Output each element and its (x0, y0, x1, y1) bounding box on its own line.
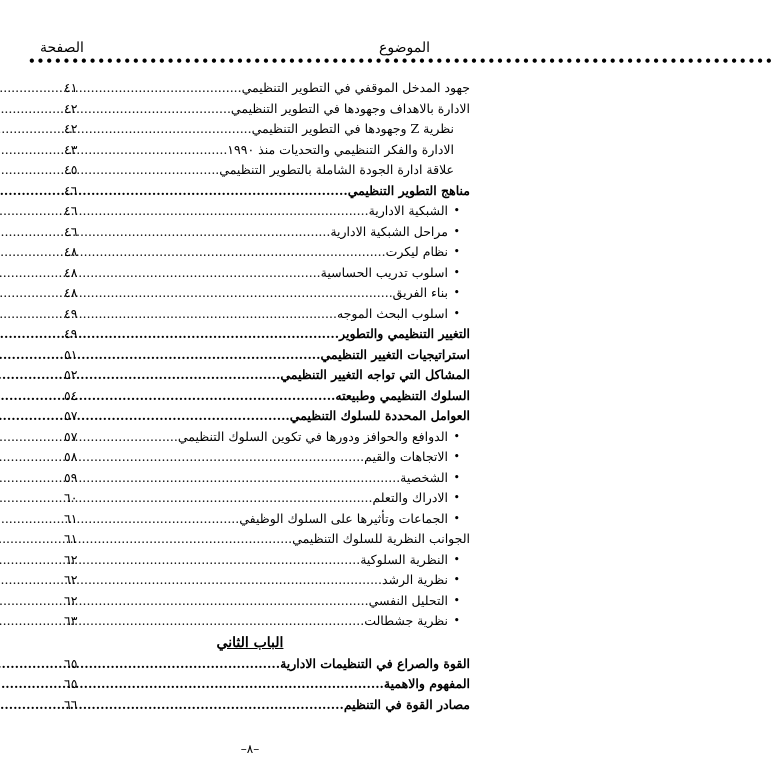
toc-entry-text: نظرية جشطالت (364, 613, 448, 628)
toc-entry-page: ٥٨ (64, 449, 78, 464)
toc-entry (0, 488, 500, 509)
toc-entry-title (110, 591, 448, 612)
leader-dots (0, 183, 348, 198)
leader-dots (0, 326, 339, 341)
toc-entry-title (110, 468, 448, 489)
bullet-icon: • (453, 593, 460, 607)
toc-entry-title (110, 488, 448, 509)
leader-dots (0, 121, 252, 136)
toc-entry-page: ٦٢ (64, 572, 78, 587)
toc-entry-title (110, 611, 448, 632)
toc-entry-title (110, 78, 470, 99)
section-heading (0, 632, 500, 654)
leader-dots (0, 306, 337, 321)
leader-dots (0, 449, 364, 464)
toc-entry-title (110, 160, 454, 181)
toc-entry-text: نظام ليكرت (385, 244, 448, 259)
toc-entry (0, 222, 500, 243)
leader-dots (0, 470, 400, 485)
bullet-icon: • (453, 614, 460, 627)
leader-dots (0, 593, 369, 608)
toc-entry (0, 447, 500, 468)
bullet-icon: • (453, 511, 460, 525)
toc-entry-page: ٤٥ (64, 162, 78, 177)
page-column-header: الصفحة (40, 40, 84, 56)
toc-entry (0, 99, 500, 120)
toc-entry-title (110, 550, 448, 571)
toc-entry (0, 201, 500, 222)
toc-entry-text: مراحل الشبكية الادارية (330, 223, 448, 239)
bullet-icon: • (453, 450, 460, 463)
toc-entry (0, 654, 500, 675)
toc-entry-page: ٦٠ (64, 490, 78, 505)
leader-dots (0, 511, 239, 526)
toc-entry-title (110, 529, 470, 550)
toc-entry-title (110, 674, 470, 695)
toc-entry (0, 674, 500, 695)
toc-entry-text: نظرية Z وجهودها في التطوير التنظيمي (251, 121, 454, 136)
toc-entry-text: الشخصية (400, 469, 448, 485)
toc-entry-title (110, 570, 448, 591)
toc-entry-page: ٦٢ (64, 592, 78, 608)
leader-dots (0, 203, 369, 218)
toc-entry-title (110, 119, 454, 140)
toc-entry-page: ٤٨ (64, 285, 78, 300)
toc-entry-text: الجماعات وتأثيرها على السلوك الوظيفي (239, 510, 448, 526)
toc-entry-page: ٤٨ (64, 244, 78, 259)
toc-entry (0, 386, 500, 407)
toc-entry-text: الدوافع والحوافز ودورها في تكوين السلوك التنظيمي (177, 428, 448, 444)
toc-entry-title (110, 283, 448, 304)
toc-entry-title (110, 427, 448, 448)
bullet-icon: • (453, 306, 460, 320)
toc-entry (0, 365, 500, 386)
leader-dots (0, 388, 335, 403)
bullet-icon: • (453, 470, 460, 484)
toc-entry-title (110, 386, 470, 407)
toc-entry (0, 695, 500, 716)
toc-entry (0, 509, 500, 530)
toc-entry-text: الباب الثاني (216, 634, 284, 651)
toc-entry-page: ٤١ (64, 80, 78, 95)
toc-entry-text: الادارة بالاهداف وجهودها في التطوير التنظيمي (230, 100, 470, 116)
toc-entry (0, 529, 500, 550)
toc-entry-text: بناء الفريق (392, 285, 448, 300)
toc-entry (0, 570, 500, 591)
toc-entry-title (110, 181, 470, 202)
toc-entry-text: اسلوب البحث الموجه (336, 305, 448, 321)
header-divider: •••••••••••••••••••••••••••••••••••••••••••••••••••••••••••••••••••••••••••••••••••••• (28, 54, 774, 68)
toc-entry-page: ٥٩ (64, 469, 78, 485)
toc-entry-text: نظرية الرشد (382, 572, 448, 587)
toc-entry-text: المشاكل التي تواجه التغيير التنظيمي (280, 367, 470, 382)
toc-entry-title (110, 365, 470, 386)
bullet-icon: • (453, 265, 460, 279)
toc-entry-page: ٥٧ (64, 428, 78, 444)
leader-dots (0, 676, 384, 691)
toc-entry (0, 304, 500, 325)
leader-dots (0, 572, 382, 587)
toc-entry-title (110, 695, 470, 716)
toc-entry-text: الاتجاهات والقيم (364, 449, 448, 464)
toc-entry-page: ٤٦ (64, 203, 78, 218)
toc-entry-page: ٦١ (64, 510, 78, 526)
bullet-icon: • (453, 204, 460, 217)
toc-entry-page: ٤٨ (64, 264, 78, 280)
leader-dots (0, 490, 372, 505)
toc-entry (0, 242, 500, 263)
toc-entry-title (110, 140, 454, 161)
bullet-icon: • (453, 286, 460, 299)
toc-entry-text: مصادر القوة في التنظيم (343, 696, 470, 712)
toc-entry-title (110, 201, 448, 222)
bullet-icon: • (453, 573, 460, 586)
toc-entry-title (110, 654, 470, 675)
toc-entry (0, 591, 500, 612)
toc-entry (0, 324, 500, 345)
leader-dots (0, 80, 242, 95)
toc-entry-title (110, 509, 448, 530)
toc-entry-text: العوامل المحددة للسلوك التنظيمي (289, 408, 470, 423)
toc-entry (0, 119, 500, 140)
toc-entry (0, 263, 500, 284)
toc-list (0, 78, 500, 715)
toc-entry-page: ٦٦ (64, 696, 78, 712)
toc-entry-page: ٤٦ (64, 223, 78, 239)
leader-dots (0, 367, 280, 382)
bullet-icon: • (453, 245, 460, 258)
leader-dots (0, 613, 364, 628)
toc-entry-page: ٤٩ (64, 305, 78, 321)
leader-dots (0, 285, 393, 300)
toc-entry-page: ٥٢ (64, 367, 78, 382)
bullet-icon: • (453, 224, 460, 238)
toc-entry-text: الجوانب النظرية للسلوك التنظيمي (292, 531, 470, 546)
toc-entry-text: علاقة ادارة الجودة الشاملة بالتطوير التنظيمي (219, 162, 454, 177)
toc-entry (0, 406, 500, 427)
toc-entry-text: المفهوم والاهمية (383, 676, 470, 691)
toc-entry-text: استراتيجيات التغيير التنظيمي (320, 346, 470, 362)
toc-entry-title (110, 263, 448, 284)
toc-entry (0, 160, 500, 181)
toc-entry-text: جهود المدخل الموقفي في التطوير التنظيمي (241, 80, 470, 95)
leader-dots (0, 347, 321, 362)
toc-entry-text: السلوك التنظيمي وطبيعته (335, 387, 470, 403)
leader-dots (0, 265, 321, 280)
toc-entry-text: اسلوب تدريب الحساسية (320, 264, 448, 280)
toc-entry-page: ٥١ (64, 346, 78, 362)
toc-entry-page: ٦٢ (64, 551, 78, 567)
leader-dots (0, 697, 344, 712)
leader-dots (0, 224, 330, 239)
toc-entry-title (110, 304, 448, 325)
toc-entry-page: ٤٦ (64, 182, 78, 198)
leader-dots (0, 552, 360, 567)
toc-entry (0, 283, 500, 304)
toc-entry-title (0, 632, 500, 654)
toc-entry (0, 78, 500, 99)
toc-entry-page: ٤٢ (64, 121, 78, 136)
toc-entry-title (110, 222, 448, 243)
leader-dots (0, 531, 292, 546)
toc-entry-text: التغيير التنظيمي والتطوير (339, 326, 470, 341)
toc-entry (0, 140, 500, 161)
toc-entry-page: ٥٤ (64, 387, 78, 403)
toc-entry-page: ٥٧ (64, 408, 78, 423)
toc-entry-title (110, 242, 448, 263)
toc-entry-title (110, 324, 470, 345)
toc-entry-page: ٦١ (64, 531, 78, 546)
bullet-icon: • (453, 429, 460, 443)
toc-entry-text: القوة والصراع في التنظيمات الادارية (280, 655, 470, 671)
leader-dots (0, 244, 386, 259)
leader-dots (0, 408, 290, 423)
toc-entry-text: الادراك والتعلم (372, 490, 448, 505)
toc-entry (0, 427, 500, 448)
toc-entry-text: الادارة والفكر التنظيمي والتحديات منذ ١٩٩٠ (227, 141, 454, 157)
toc-entry (0, 345, 500, 366)
toc-entry-text: النظرية السلوكية (360, 551, 448, 567)
toc-entry-title (110, 447, 448, 468)
toc-entry-title (110, 406, 470, 427)
toc-entry-text: مناهج التطوير التنظيمي (347, 182, 470, 198)
toc-entry-page: ٦٥ (64, 676, 78, 691)
leader-dots (0, 656, 280, 671)
leader-dots (0, 142, 227, 157)
page-number: –٨– (240, 742, 260, 756)
toc-entry-page: ٤٣ (64, 141, 78, 157)
toc-entry (0, 468, 500, 489)
bullet-icon: • (453, 552, 460, 566)
toc-entry-page: ٦٣ (64, 613, 78, 628)
toc-entry (0, 181, 500, 202)
toc-entry-page: ٤٢ (64, 100, 78, 116)
toc-entry-text: الشبكية الادارية (368, 203, 448, 218)
toc-entry-page: ٦٥ (64, 655, 78, 671)
subject-column-header: الموضوع (379, 40, 430, 56)
toc-entry-title (110, 345, 470, 366)
bullet-icon: • (453, 491, 460, 504)
leader-dots (0, 101, 231, 116)
toc-entry-title (110, 99, 470, 120)
toc-entry-page: ٤٩ (64, 326, 78, 341)
toc-entry (0, 611, 500, 632)
toc-entry-text: التحليل النفسي (368, 592, 448, 608)
leader-dots (0, 162, 219, 177)
toc-entry (0, 550, 500, 571)
